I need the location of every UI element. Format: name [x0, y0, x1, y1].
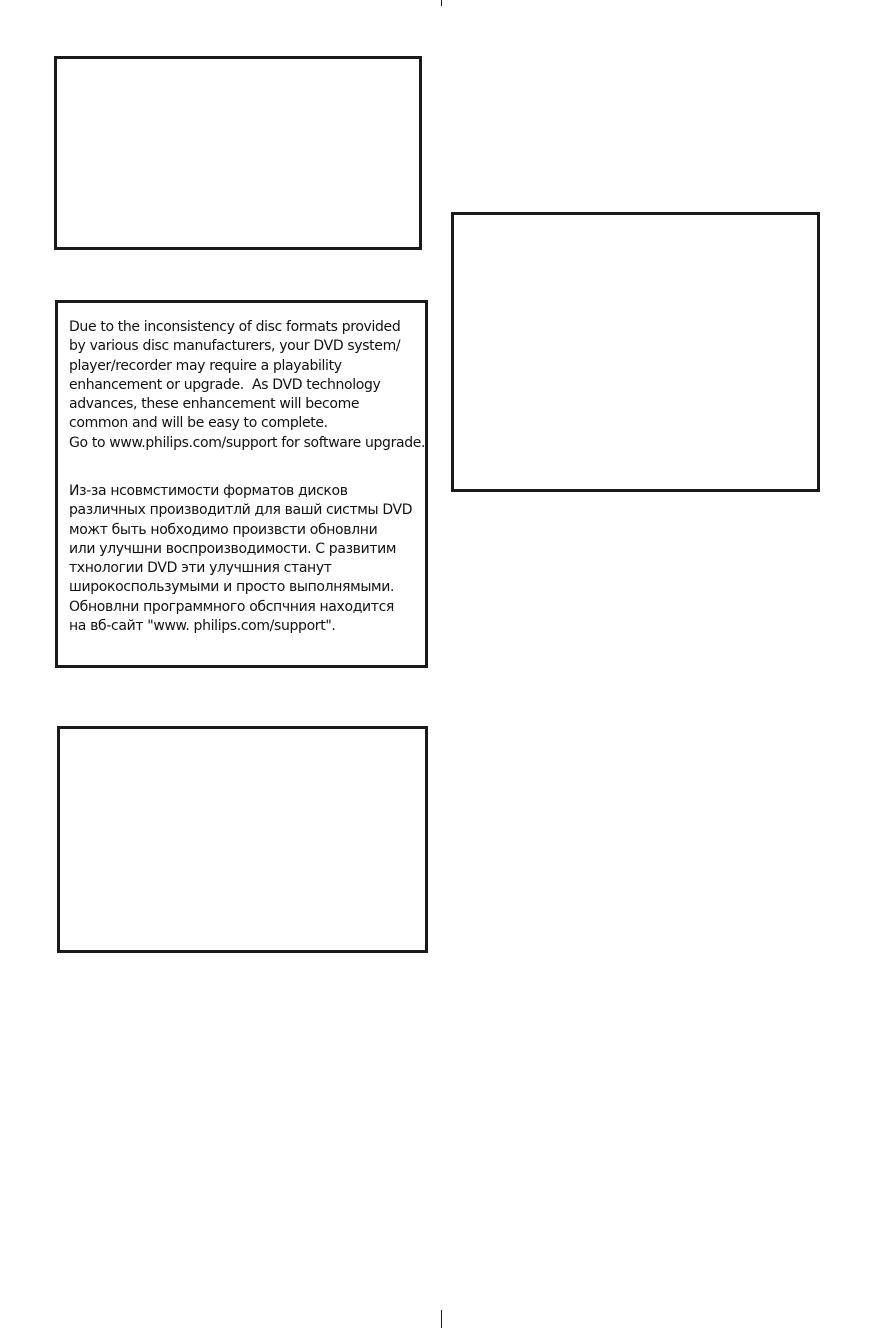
notice-russian-line: на вб-сайт "www. philips.com/support". — [69, 618, 336, 635]
notice-russian-line: широкоспользумыми и просто выполнямыми. — [69, 579, 395, 596]
blank-frame-right — [451, 212, 820, 492]
blank-frame-top-left — [54, 56, 422, 250]
notice-russian-text — [69, 482, 412, 636]
notice-english-line: common and will be easy to complete. — [69, 415, 328, 432]
notice-russian-line: Из-за нсовмстимости форматов дисков — [69, 483, 348, 499]
notice-english-text — [69, 318, 425, 453]
notice-english-line: Due to the inconsistency of disc formats provided — [69, 319, 401, 335]
notice-english-line: player/recorder may require a playability — [69, 357, 342, 374]
disc-compatibility-notice-frame — [55, 300, 428, 668]
notice-english-line: by various disc manufacturers, your DVD system/ — [69, 338, 401, 355]
crop-mark-top — [441, 0, 442, 6]
blank-frame-bottom-left — [57, 726, 428, 953]
notice-english-line: enhancement or upgrade. As DVD technology — [69, 376, 381, 393]
notice-english-line: advances, these enhancement will become — [69, 396, 360, 413]
notice-russian-line: или улучшни воспроизводимости. С развитим — [69, 540, 397, 557]
crop-mark-bottom — [441, 1310, 442, 1328]
notice-english-line: Go to www.philips.com/support for software upgrade. — [69, 434, 426, 451]
notice-russian-line: можт быть нобходимо произвсти обновлни — [69, 521, 378, 538]
notice-russian-line: различных производитлй для вашй систмы DVD — [69, 502, 413, 519]
notice-russian-line: тхнологии DVD эти улучшния станут — [69, 560, 332, 577]
notice-russian-line: Обновлни программного обспчния находится — [69, 598, 394, 615]
